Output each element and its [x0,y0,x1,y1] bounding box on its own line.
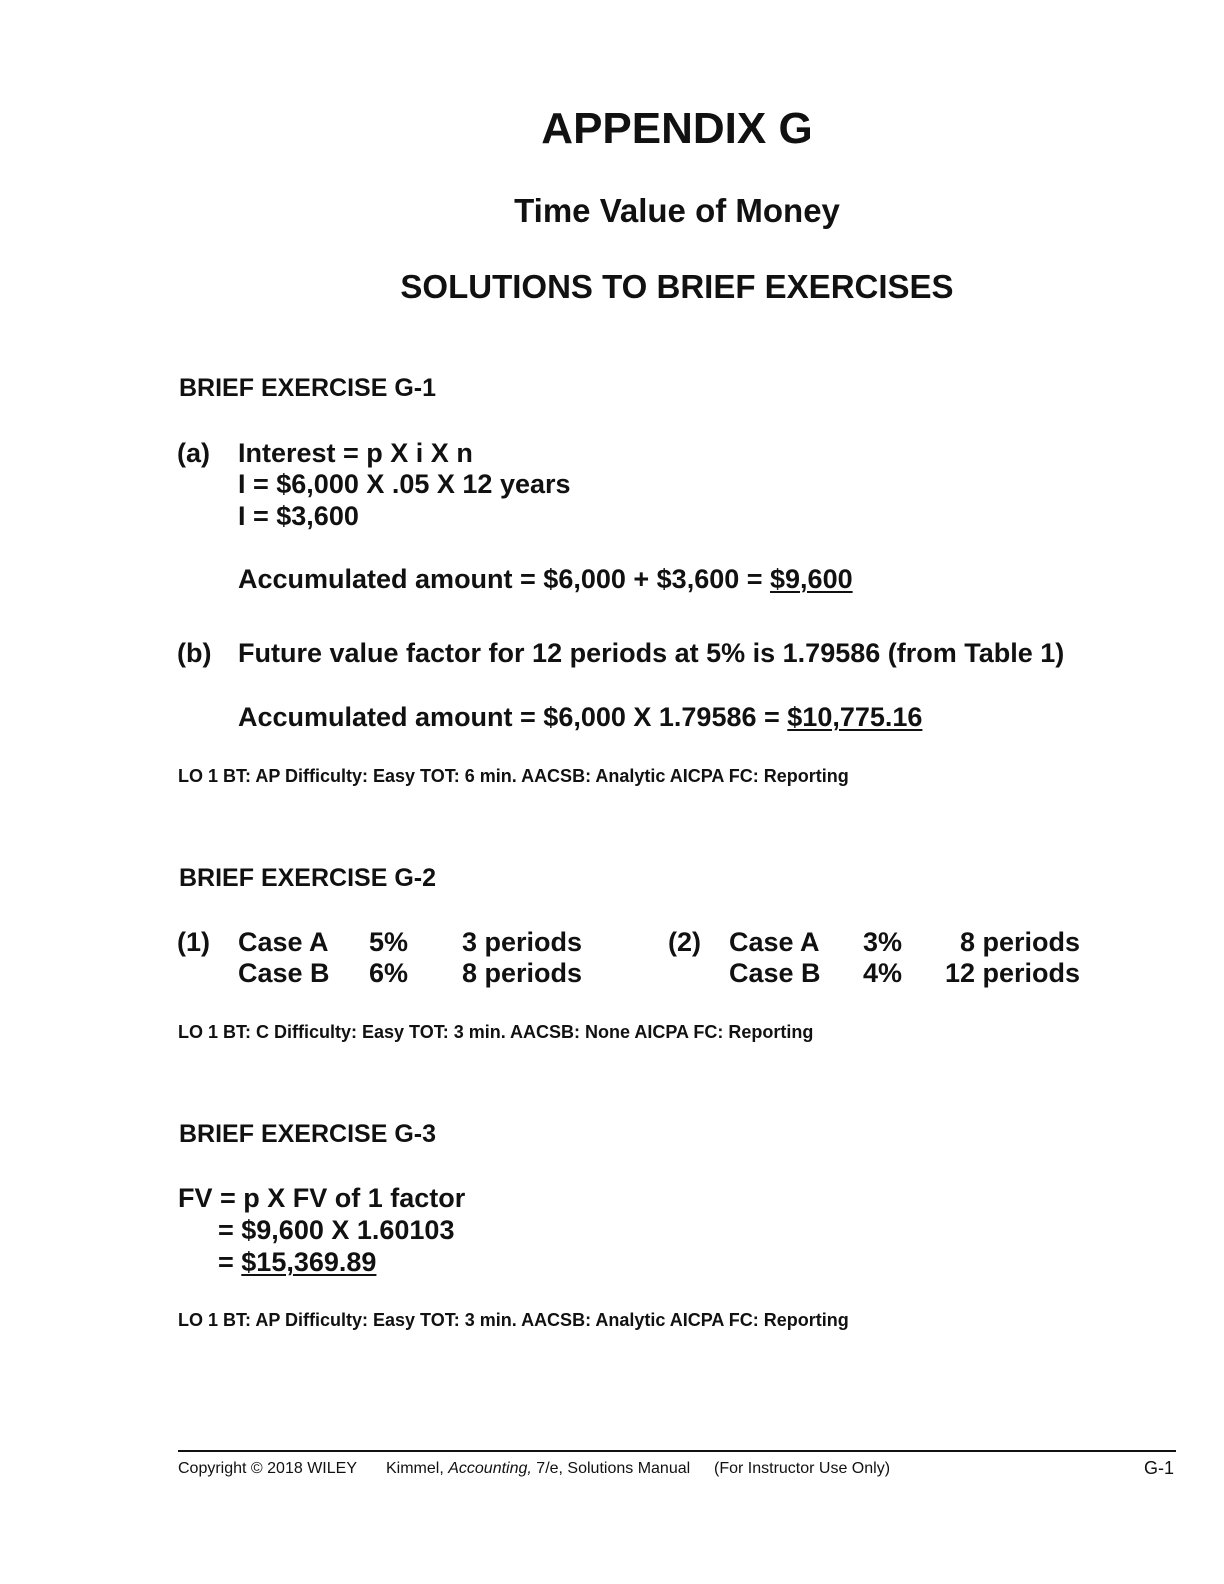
part-b-accumulated-amount [238,702,922,733]
group-2-rate: 4% [863,958,903,988]
exercise-g1-learning-objective: LO 1 BT: AP Difficulty: Easy TOT: 6 min. AACSB: Analytic AICPA FC: Reporting [178,766,849,786]
fv-formula-line-2: = $9,600 X 1.60103 [218,1215,455,1245]
exercise-g2-learning-objective: LO 1 BT: C Difficulty: Easy TOT: 3 min. AACSB: None AICPA FC: Reporting [178,1022,814,1042]
group-1-rate: 6% [369,958,409,988]
part-b-accumulated-text: Accumulated amount = $6,000 X 1.79586 = [238,702,788,732]
footer-instructor-note: (For Instructor Use Only) [714,1460,891,1477]
part-a-label: (a) [177,438,210,468]
footer-book-citation [386,1460,690,1478]
footer-divider [178,1450,1176,1452]
group-1-rate: 5% [369,927,409,957]
group-2-label: (2) [668,927,701,957]
group-1-case: Case A [238,927,329,957]
appendix-subtitle: Time Value of Money [514,192,840,229]
section-title: SOLUTIONS TO BRIEF EXERCISES [400,268,954,305]
fv-equals: = [218,1247,242,1277]
part-b-label: (b) [177,638,212,668]
part-a-accumulated-amount [238,564,853,595]
exercise-g1-heading: BRIEF EXERCISE G-1 [179,374,436,402]
footer-book-author: Kimmel, [386,1460,449,1477]
fv-result-value: $15,369.89 [241,1247,377,1277]
part-a-accumulated-text: Accumulated amount = $6,000 + $3,600 = [238,564,771,594]
part-a-line-2: I = $6,000 X .05 X 12 years [238,469,571,499]
part-a-line-3: I = $3,600 [238,501,359,531]
group-1-periods: 8 periods [462,958,583,988]
exercise-g3-heading: BRIEF EXERCISE G-3 [179,1120,436,1148]
footer-book-edition: 7/e, Solutions Manual [531,1460,691,1477]
group-1-label: (1) [177,927,210,957]
group-2-rate: 3% [863,927,903,957]
group-2-case: Case B [729,958,821,988]
part-b-line-1: Future value factor for 12 periods at 5% is 1.79586 (from Table 1) [238,638,1065,668]
group-1-periods: 3 periods [462,927,583,957]
fv-formula-line-3 [218,1247,376,1278]
group-1-case: Case B [238,958,330,988]
group-2-periods: 12 periods [944,958,1080,988]
part-b-accumulated-value: $10,775.16 [787,702,923,732]
exercise-g3-learning-objective: LO 1 BT: AP Difficulty: Easy TOT: 3 min. AACSB: Analytic AICPA FC: Reporting [178,1310,849,1330]
group-2-case: Case A [729,927,820,957]
footer-copyright: Copyright © 2018 WILEY [178,1460,357,1477]
footer-book-title: Accounting, [448,1460,532,1477]
fv-formula-line-1: FV = p X FV of 1 factor [178,1183,466,1213]
group-2-periods: 8 periods [959,927,1080,957]
page-number: G-1 [1143,1458,1174,1478]
part-a-line-1: Interest = p X i X n [238,438,473,468]
appendix-title: APPENDIX G [541,104,813,153]
part-a-accumulated-value: $9,600 [770,564,853,594]
exercise-g2-heading: BRIEF EXERCISE G-2 [179,864,436,892]
